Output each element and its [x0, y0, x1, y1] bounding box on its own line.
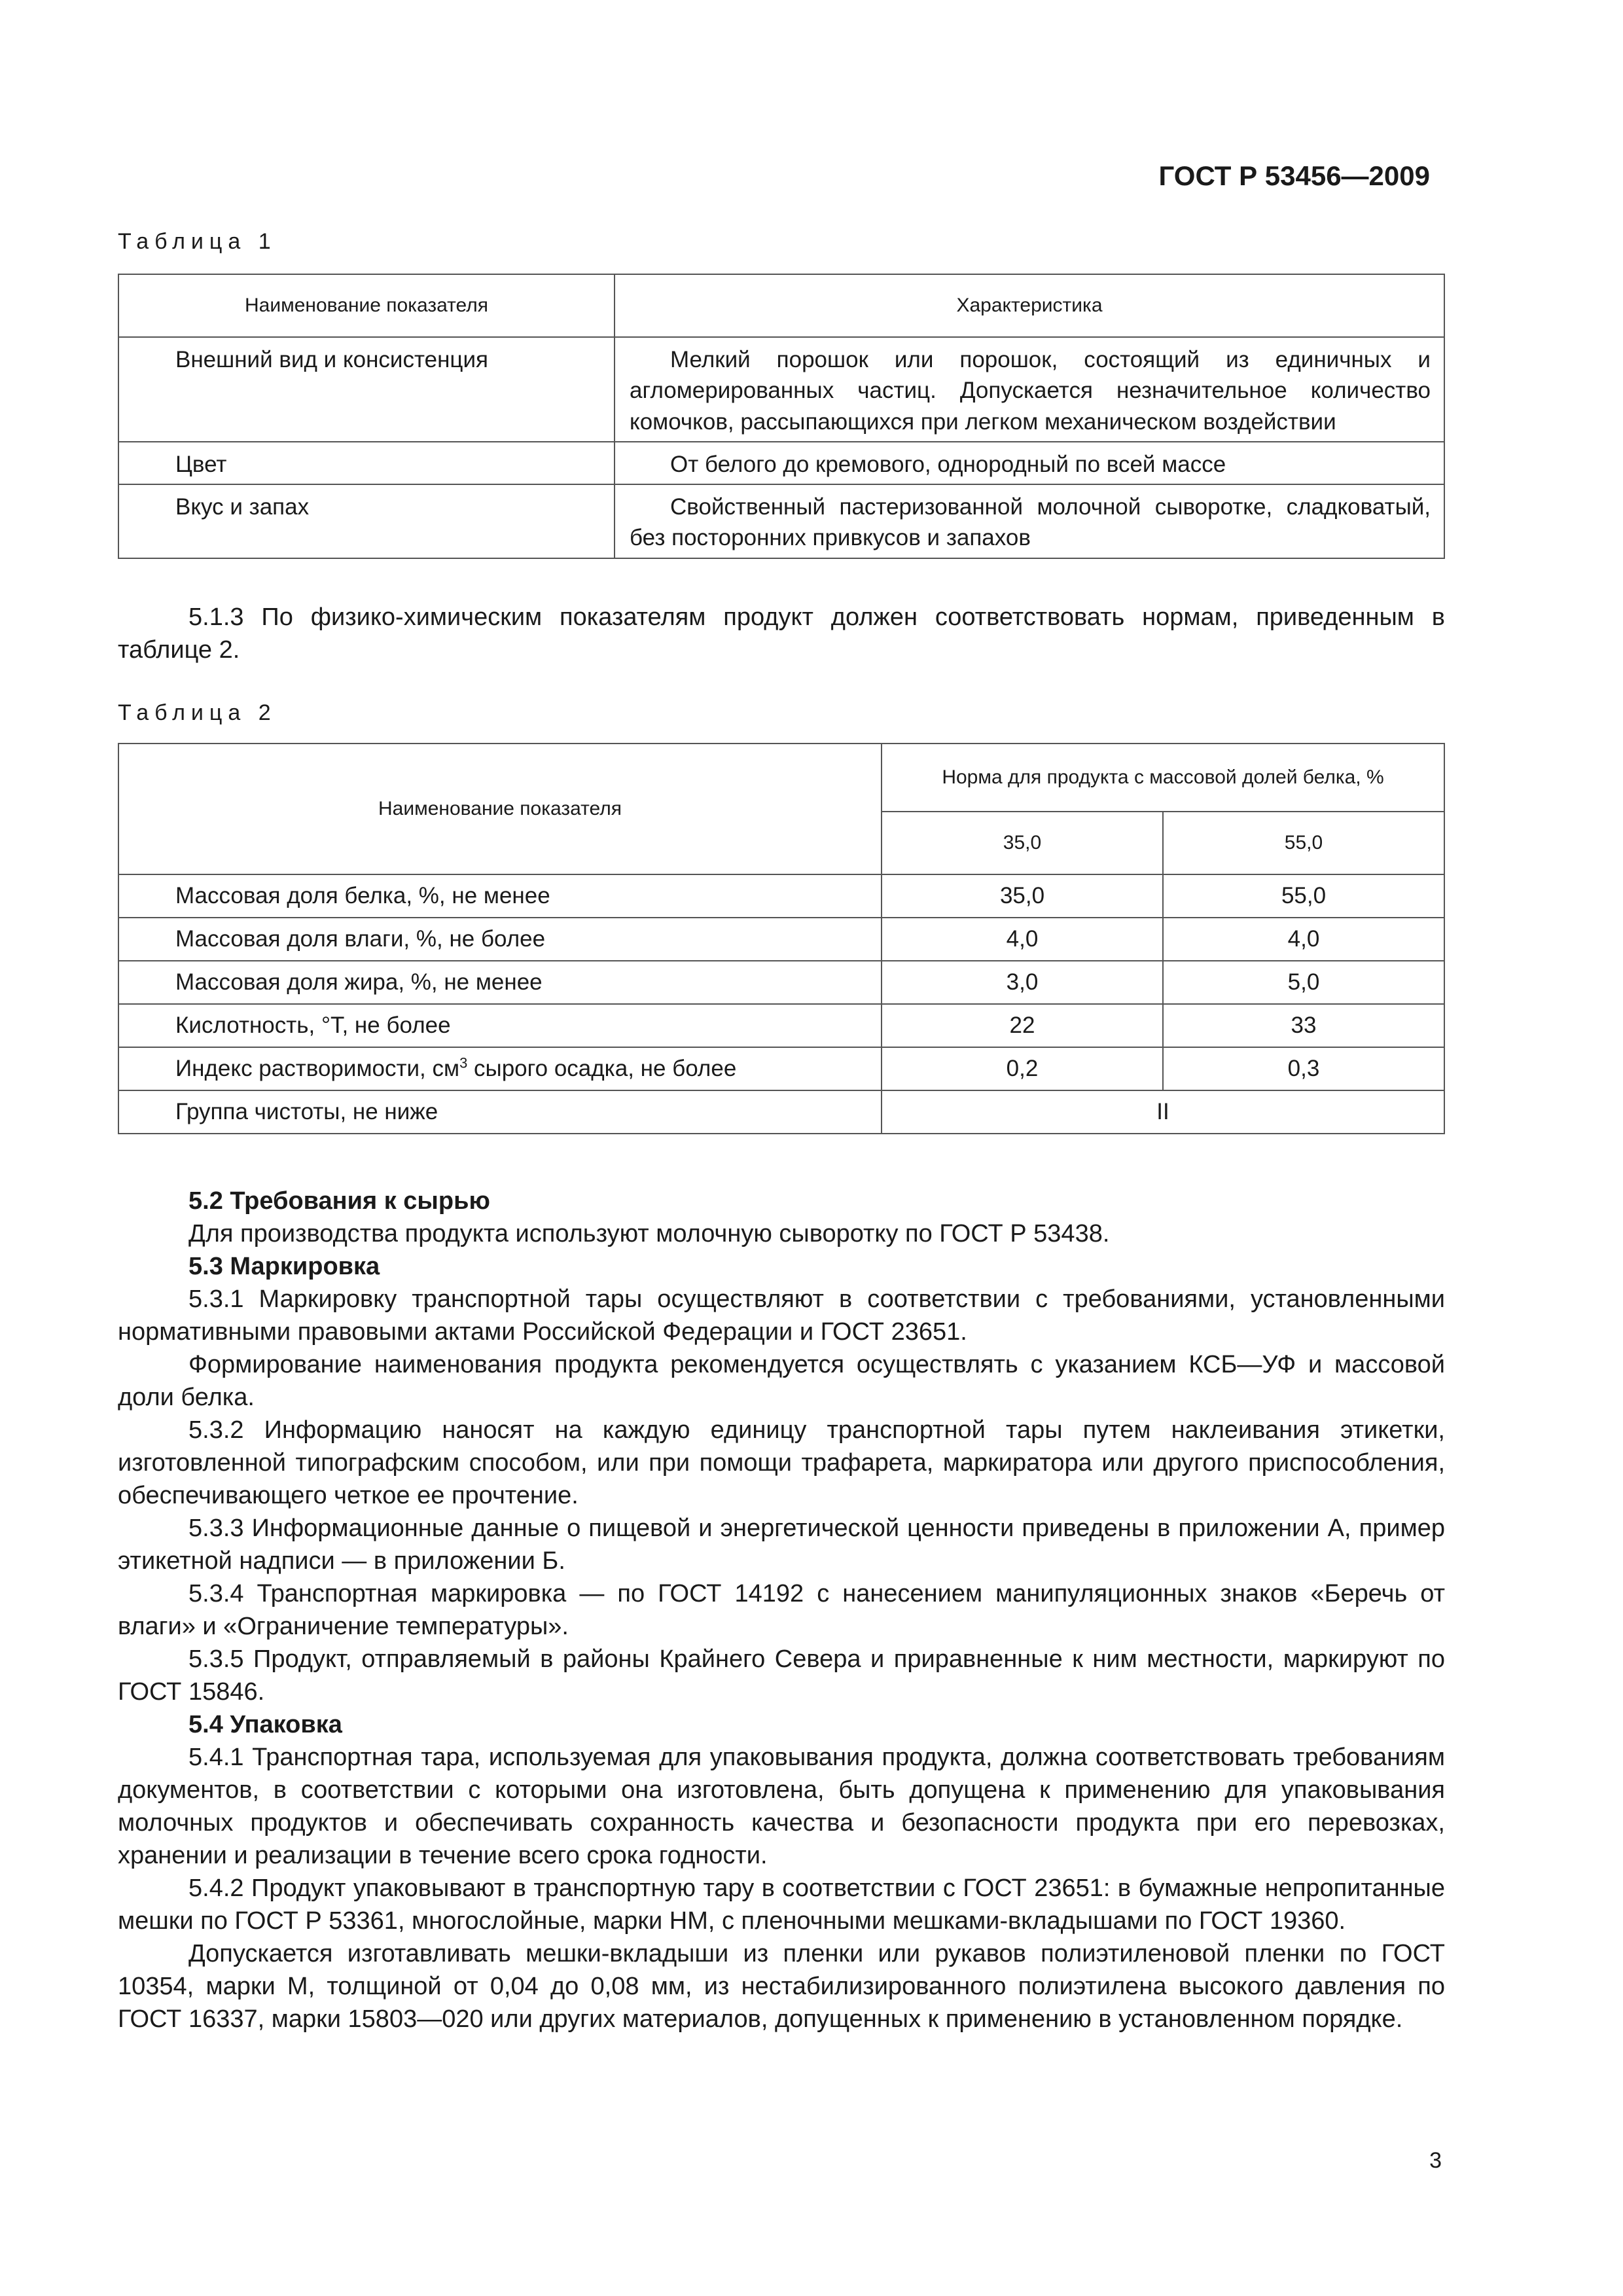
- table-row: [118, 1047, 1444, 1090]
- table2: [118, 743, 1445, 1134]
- table1-header-row: [118, 274, 1444, 337]
- table2-header-name: Наименование показателя: [118, 744, 882, 874]
- table2-row-name: Массовая доля влаги, %, не более: [118, 918, 882, 961]
- paragraph-5-3-4: 5.3.4 Транспортная маркировка — по ГОСТ 14192 с нанесением манипуляционных знаков «Беречь от влаги» и «Ограничение температуры».: [118, 1580, 1445, 1640]
- table2-cell: 4,0: [1163, 918, 1444, 961]
- table2-subheader-35: 35,0: [882, 812, 1163, 874]
- table2-cell: 22: [882, 1004, 1163, 1047]
- paragraph-5-4-2: 5.4.2 Продукт упаковывают в транспортную тару в соответствии с ГОСТ 23651: в бумажные непропитанные мешки по ГОСТ Р 53361, многослойные, марки НМ, с пленочными мешками-вкладышами по ГОСТ 19360.: [118, 1874, 1445, 1935]
- table1-row-name: Внешний вид и консистенция: [118, 337, 615, 442]
- table-row: [118, 874, 1444, 918]
- paragraph-5-3-3: 5.3.3 Информационные данные о пищевой и энергетической ценности приведены в приложении А, пример этикетной надписи — в приложении Б.: [118, 1515, 1445, 1575]
- table1-header-characteristic: Характеристика: [615, 274, 1444, 337]
- table2-caption: Таблица 2: [118, 700, 277, 725]
- table-row: [118, 918, 1444, 961]
- table2-row-name: Группа чистоты, не ниже: [118, 1090, 882, 1134]
- paragraph-5-1-3: 5.1.3 По физико-химическим показателям продукт должен соответствовать нормам, приведенным в таблице 2.: [118, 603, 1445, 664]
- section-5-2-title: 5.2 Требования к сырью: [188, 1187, 490, 1215]
- table1-row-name: Цвет: [118, 442, 615, 484]
- table-row: [118, 484, 1444, 558]
- table2-row-name: Индекс растворимости, $см^3$ сырого осадка, не более: [118, 1047, 882, 1090]
- table2-row-name: Кислотность, °Т, не более: [118, 1004, 882, 1047]
- paragraph-5-4-1: 5.4.1 Транспортная тара, используемая для упаковывания продукта, должна соответствовать требованиям документов, в соответствии с которыми она изготовлена, быть допущена к применению для упаковывания молочных продуктов и обеспечивать сохранность качества и безопасности продукта при его перевозках, хранении и реализации в течение всего срока годности.: [118, 1744, 1445, 1869]
- table2-header-norm: Норма для продукта с массовой долей белка, %: [882, 744, 1444, 812]
- document-id-header: ГОСТ Р 53456—2009: [1158, 160, 1430, 191]
- table2-cell: 5,0: [1163, 961, 1444, 1004]
- paragraph-5-3-1: 5.3.1 Маркировку транспортной тары осуществляют в соответствии с требованиями, установленными нормативными правовыми актами Российской Федерации и ГОСТ 23651.: [118, 1285, 1445, 1346]
- table2-cell: 4,0: [882, 918, 1163, 961]
- table-row: [118, 1090, 1444, 1134]
- table2-subheader-55: 55,0: [1163, 812, 1444, 874]
- paragraph-5-3-2: 5.3.2 Информацию наносят на каждую единицу транспортной тары путем наклеивания этикетки, изготовленной типографским способом, или при помощи трафарета, маркиратора или другого приспособления, обеспечивающего четкое ее прочтение.: [118, 1416, 1445, 1509]
- section-5-4-title: 5.4 Упаковка: [188, 1711, 342, 1738]
- table-row: [118, 1004, 1444, 1047]
- paragraph-5-3-5: 5.3.5 Продукт, отправляемый в районы Крайнего Севера и приравненные к ним местности, маркируют по ГОСТ 15846.: [118, 1645, 1445, 1706]
- table2-cell: 0,3: [1163, 1047, 1444, 1090]
- table1-row-name: Вкус и запах: [118, 484, 615, 558]
- table1-row-value: Свойственный пастеризованной молочной сыворотке, сладковатый, без посторонних привкусов и запахов: [615, 484, 1444, 558]
- section-5-2-text: Для производства продукта используют молочную сыворотку по ГОСТ Р 53438.: [188, 1220, 1110, 1247]
- table1-caption: Таблица 1: [118, 229, 277, 254]
- table-row: [118, 442, 1444, 484]
- table1-header-name: Наименование показателя: [118, 274, 615, 337]
- table1: [118, 274, 1445, 559]
- sections-body: [118, 1185, 1445, 2036]
- table2-header-row: [118, 744, 1444, 812]
- section-5-3-title: 5.3 Маркировка: [188, 1253, 380, 1280]
- table2-row-name: Массовая доля жира, %, не менее: [118, 961, 882, 1004]
- page-number: 3: [1429, 2148, 1442, 2173]
- table-row: [118, 961, 1444, 1004]
- table2-cell: 55,0: [1163, 874, 1444, 918]
- table2-cell-merged: II: [882, 1090, 1444, 1134]
- table1-row-value: Мелкий порошок или порошок, состоящий из единичных и агломерированных частиц. Допускается незначительное количество комочков, рассыпающихся при легком механическом воздействии: [615, 337, 1444, 442]
- paragraph-5-4-2-b: Допускается изготавливать мешки-вкладыши из пленки или рукавов полиэтиленовой пленки по ГОСТ 10354, марки М, толщиной от 0,04 до 0,08 мм, из нестабилизированного полиэтилена высокого давления по ГОСТ 16337, марки 15803—020 или других материалов, допущенных к применению в установленном порядке.: [118, 1940, 1445, 2033]
- table2-cell: 0,2: [882, 1047, 1163, 1090]
- table2-row-name: Массовая доля белка, %, не менее: [118, 874, 882, 918]
- table-row: [118, 337, 1444, 442]
- table2-cell: 35,0: [882, 874, 1163, 918]
- table1-row-value: От белого до кремового, однородный по всей массе: [615, 442, 1444, 484]
- table2-cell: 3,0: [882, 961, 1163, 1004]
- table2-cell: 33: [1163, 1004, 1444, 1047]
- paragraph-5-3-1-b: Формирование наименования продукта рекомендуется осуществлять с указанием КСБ—УФ и массовой доли белка.: [118, 1351, 1445, 1411]
